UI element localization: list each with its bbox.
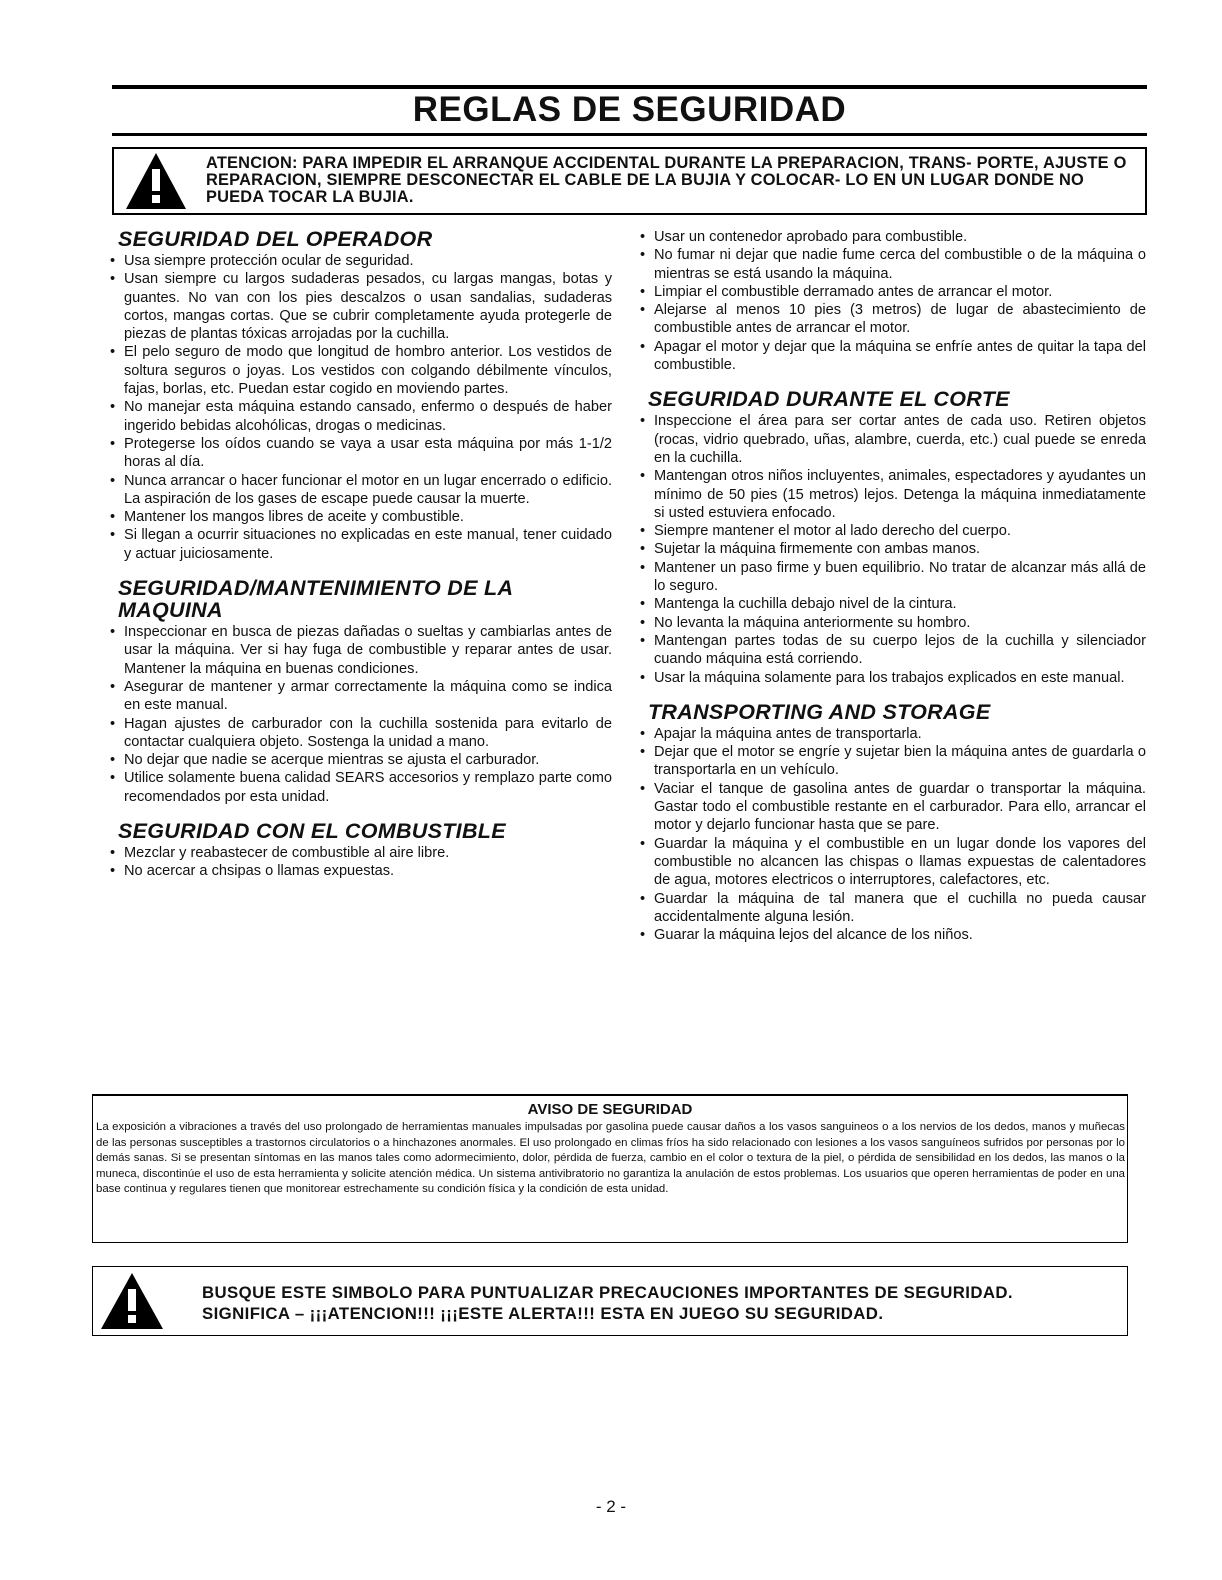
- list-operador: [106, 252, 612, 563]
- safety-notice-text: La exposición a vibraciones a través del uso prolongado de herramientas manuales impulsadas por gasolina puede causar daños a los vasos sanguineos o a los nervios de los dedos, manos y muñecas de las personas susceptibles a trastornos circulatorios o a hinchazones anormales. El uso prolongado en climas fríos ha sido relacionado con lesiones a los vasos sanguíneos sufridos por personas por lo demás sanas. Si se presentan síntomas en las manos tales como adormecimiento, dolor, pérdida de fuerza, cambio en el color o textura de la piel, o pérdida de sensibilidad en los dedos, las manos o la muneca, discontinúe el uso de esta herramienta y solicite atención médica. Un sistema antivibratorio no garantiza la anulación de estos problemas. Los usuarios que operen herramientas de poder en una base continua y regulares tienen que monitorear estrechamente su condición física y la condición de esta unidad.: [96, 1121, 1125, 1196]
- symbol-notice-box: [92, 1266, 1128, 1336]
- list-item: • Hagan ajustes de carburador con la cuchilla sostenida para evitarlo de contactar cualquiera objeto. Sostenga la unidad a mano.: [106, 715, 612, 752]
- section-heading-combustible: SEGURIDAD CON EL COMBUSTIBLE: [118, 819, 506, 844]
- section-heading-corte: SEGURIDAD DURANTE EL CORTE: [648, 387, 1010, 412]
- list-item: • Mantener un paso firme y buen equilibrio. No tratar de alcanzar más allá de lo seguro.: [636, 559, 1146, 596]
- list-item: • Dejar que el motor se engríe y sujetar bien la máquina antes de guardarla o transportarla en un vehículo.: [636, 743, 1146, 780]
- list-item: • Protegerse los oídos cuando se vaya a usar esta máquina por más 1-1/2 horas al día.: [106, 435, 612, 472]
- list-item: • Usa siempre protección ocular de seguridad.: [106, 252, 612, 270]
- list-item: • El pelo seguro de modo que longitud de hombro anterior. Los vestidos de soltura seguros o joyas. Los vestidos con colgando débilmente vínculos, fajas, borlas, etc. Puedan estar cogido en moviendo partes.: [106, 343, 612, 398]
- safety-notice-title: AVISO DE SEGURIDAD: [527, 1101, 693, 1118]
- list-item: • No manejar esta máquina estando cansado, enfermo o después de haber ingerido bebidas alcohólicas, drogas o medicinas.: [106, 398, 612, 435]
- list-item: • Utilice solamente buena calidad SEARS accesorios y remplazo parte como recomendados por esta unidad.: [106, 769, 612, 806]
- list-item: • Vaciar el tanque de gasolina antes de guardar o transportar la máquina. Gastar todo el combustible restante en el carburador. Para ello, arrancar el motor y dejarlo funcionar hasta que se pare.: [636, 780, 1146, 835]
- right-column: [636, 228, 1146, 958]
- list-item: • Siempre mantener el motor al lado derecho del cuerpo.: [636, 522, 1146, 540]
- warning-triangle-icon: [124, 151, 188, 211]
- list-item: • Usar la máquina solamente para los trabajos explicados en este manual.: [636, 669, 1146, 687]
- list-mantenimiento: [106, 623, 612, 806]
- list-corte: [636, 412, 1146, 686]
- warning-box: [112, 147, 1147, 215]
- list-item: • Mantengan partes todas de su cuerpo lejos de la cuchilla y silenciador cuando máquina está corriendo.: [636, 632, 1146, 669]
- symbol-notice-text: [202, 1282, 1119, 1324]
- page-title: REGLAS DE SEGURIDAD: [412, 90, 847, 129]
- left-column: [106, 228, 612, 895]
- list-item: • Nunca arrancar o hacer funcionar el motor en un lugar encerrado o edificio. La aspiración de los gases de escape puede causar la muerte.: [106, 472, 612, 509]
- list-item: • Mantener los mangos libres de aceite y combustible.: [106, 508, 612, 526]
- list-item: • No levanta la máquina anteriormente su hombro.: [636, 614, 1146, 632]
- section-heading-operador: SEGURIDAD DEL OPERADOR: [118, 227, 433, 251]
- list-item: • Limpiar el combustible derramado antes de arrancar el motor.: [636, 283, 1146, 301]
- list-item: • Mezclar y reabastecer de combustible al aire libre.: [106, 844, 612, 862]
- section-heading-mantenimiento: SEGURIDAD/MANTENIMIENTO DE LA MAQUINA: [118, 576, 513, 623]
- list-item: • Guardar la máquina de tal manera que el cuchilla no pueda causar accidentalmente alguna lesión.: [636, 890, 1146, 927]
- list-item: • No fumar ni dejar que nadie fume cerca del combustible o de la máquina o mientras se está usando la máquina.: [636, 246, 1146, 283]
- list-item: • No dejar que nadie se acerque mientras se ajusta el carburador.: [106, 751, 612, 769]
- list-item: • Guardar la máquina y el combustible en un lugar donde los vapores del combustible no alcancen las chispas o llamas expuestas de calentadores de agua, motores electricos o interruptores, calefactores, etc.: [636, 835, 1146, 890]
- list-item: • Alejarse al menos 10 pies (3 metros) de lugar de abastecimiento de combustible antes de arrancar el motor.: [636, 301, 1146, 338]
- list-item: • Mantenga la cuchilla debajo nivel de la cintura.: [636, 595, 1146, 613]
- list-item: • Usar un contenedor aprobado para combustible.: [636, 228, 1146, 246]
- list-item: • Mantengan otros niños incluyentes, animales, espectadores y ayudantes un mínimo de 50 pies (15 metros) lejos. Detenga la máquina inmediatamente si usted estuviera enfocado.: [636, 467, 1146, 522]
- list-item: • Apajar la máquina antes de transportarla.: [636, 725, 1146, 743]
- page-number: - 2 -: [595, 1497, 627, 1516]
- list-item: • No acercar a chsipas o llamas expuestas.: [106, 862, 612, 880]
- list-combustible-left: [106, 844, 612, 881]
- list-item: • Inspeccione el área para ser cortar antes de cada uso. Retiren objetos (rocas, vidrio quebrado, uñas, alambre, cuerda, etc.) cual puede se enreda en la cuchilla.: [636, 412, 1146, 467]
- warning-text: ATENCION: PARA IMPEDIR EL ARRANQUE ACCIDENTAL DURANTE LA PREPARACION, TRANS- PORTE, AJUSTE O REPARACION, SIEMPRE DESCONECTAR EL CABLE DE LA BUJIA Y COLOCAR- LO EN UN LUGAR DONDE NO PUEDA TOCAR LA BUJIA.: [206, 154, 1127, 206]
- list-item: • Si llegan a ocurrir situaciones no explicadas en este manual, tener cuidado y actuar juiciosamente.: [106, 526, 612, 563]
- section-heading-transporting: TRANSPORTING AND STORAGE: [648, 699, 991, 724]
- list-item: • Guarar la máquina lejos del alcance de los niños.: [636, 926, 1146, 944]
- list-item: • Usan siempre cu largos sudaderas pesados, cu largas mangas, botas y guantes. No van con los pies descalzos o usan sandalias, sudaderas cortos, mangas cortas. Que se cubrir completamente ayuda protegerle de piezas de plantas tóxicas arrojadas por la cuchilla.: [106, 270, 612, 343]
- list-item: • Apagar el motor y dejar que la máquina se enfríe antes de quitar la tapa del combustible.: [636, 338, 1146, 375]
- symbol-notice-line-1: BUSQUE ESTE SIMBOLO PARA PUNTUALIZAR PRECAUCIONES IMPORTANTES DE SEGURIDAD.: [202, 1283, 1013, 1302]
- symbol-notice-line-2: SIGNIFICA – ¡¡¡ATENCION!!! ¡¡¡ESTE ALERTA!!! ESTA EN JUEGO SU SEGURIDAD.: [202, 1304, 884, 1323]
- list-combustible-right: [636, 228, 1146, 374]
- warning-triangle-icon: [99, 1271, 165, 1331]
- list-item: • Asegurar de mantener y armar correctamente la máquina como se indica en este manual.: [106, 678, 612, 715]
- list-item: • Sujetar la máquina firmemente con ambas manos.: [636, 540, 1146, 558]
- safety-notice-box: [92, 1094, 1128, 1243]
- list-transporting: [636, 725, 1146, 945]
- title-rule: [112, 133, 1147, 136]
- list-item: • Inspeccionar en busca de piezas dañadas o sueltas y cambiarlas antes de usar la máquina. Ver si hay fuga de combustible y reparar antes de usar. Mantener la máquina en buenas condiciones.: [106, 623, 612, 678]
